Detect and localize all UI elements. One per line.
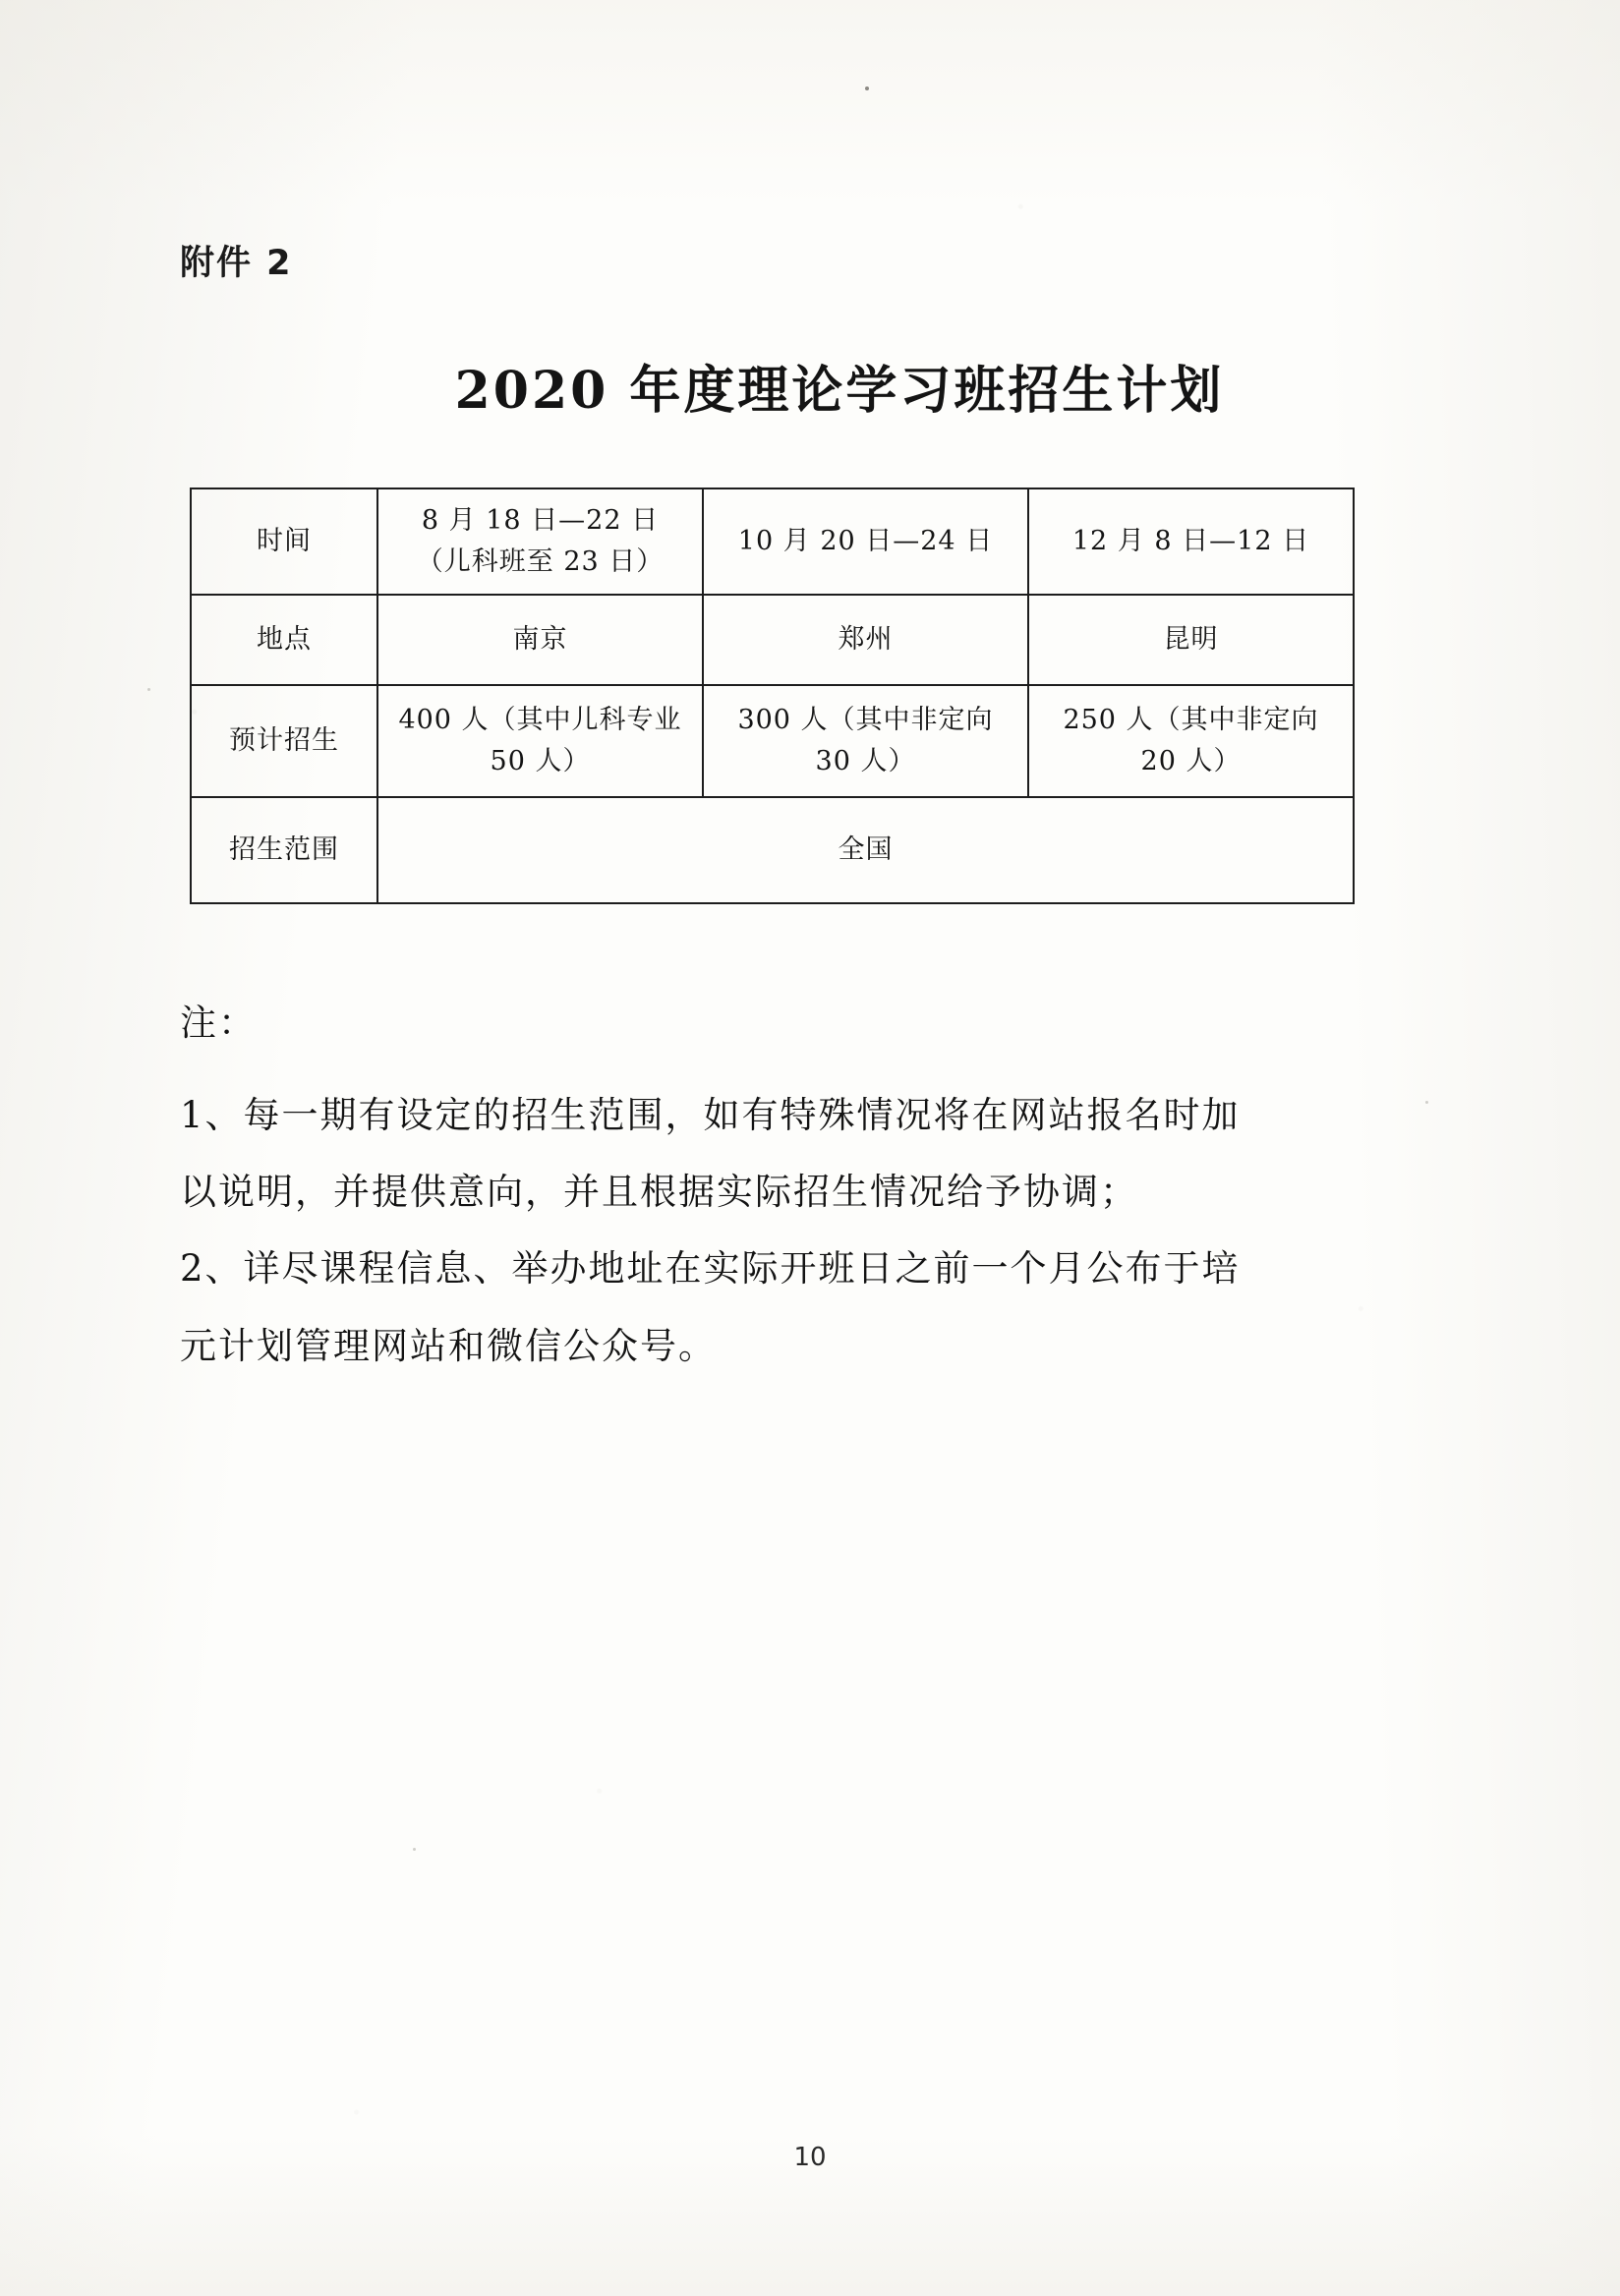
cell-line-2: 20 人）: [1140, 746, 1242, 776]
table-row: [191, 797, 1354, 903]
table-cell-quota-session2: [703, 685, 1028, 797]
scan-speck: [865, 86, 869, 90]
note-item-1-line-2: 以说明，并提供意向，并且根据实际招生情况给予协调；: [180, 1171, 1138, 1214]
note-item-2-line-2: 元计划管理网站和微信公众号。: [180, 1324, 717, 1367]
table-cell-time-session2: [703, 488, 1028, 595]
table-cell-place-session2: 郑州: [703, 595, 1028, 685]
row-header-scope: 招生范围: [191, 797, 377, 903]
table-cell-time-session3: [1028, 488, 1354, 595]
notes-section: [180, 988, 1389, 1388]
enrollment-plan-table: [190, 488, 1355, 904]
row-header-quota: 预计招生: [191, 685, 377, 797]
scan-speck: [413, 1848, 416, 1851]
notes-heading: 注：: [180, 1002, 257, 1044]
cell-line-1: 12 月 8 日—12 日: [1071, 526, 1310, 557]
page-number: 10: [793, 2143, 827, 2172]
note-item-1-line-1: 1、每一期有设定的招生范围，如有特殊情况将在网站报名时加: [180, 1094, 1241, 1137]
table-cell-scope-all: 全国: [377, 797, 1354, 903]
table-cell-place-session1: 南京: [377, 595, 703, 685]
table-cell-time-session1: [377, 488, 703, 595]
table-row: [191, 685, 1354, 797]
table-cell-quota-session1: [377, 685, 703, 797]
table-row: [191, 488, 1354, 595]
table-cell-quota-session3: [1028, 685, 1354, 797]
cell-line-1: 8 月 18 日—22 日: [421, 505, 660, 537]
cell-line-1: 300 人（其中非定向: [737, 705, 994, 736]
cell-line-2: 30 人）: [815, 746, 916, 776]
scan-speck: [147, 688, 150, 691]
enrollment-plan-table-container: [190, 488, 1355, 904]
cell-line-2: （儿科班至 23 日）: [416, 546, 665, 577]
attachment-label: 附件 2: [180, 244, 293, 283]
table-cell-place-session3: 昆明: [1028, 595, 1354, 685]
note-item-2-line-1: 2、详尽课程信息、举办地址在实际开班日之前一个月公布于培: [180, 1247, 1241, 1291]
cell-line-2: 50 人）: [490, 746, 591, 776]
scan-speck: [1425, 1101, 1428, 1104]
row-header-place: 地点: [191, 595, 377, 685]
cell-line-1: 10 月 20 日—24 日: [737, 526, 994, 557]
page-title: 2020 年度理论学习班招生计划: [454, 360, 1225, 421]
cell-line-1: 400 人（其中儿科专业: [398, 705, 682, 736]
cell-line-1: 250 人（其中非定向: [1063, 705, 1319, 736]
row-header-time: 时间: [191, 488, 377, 595]
table-row: [191, 595, 1354, 685]
